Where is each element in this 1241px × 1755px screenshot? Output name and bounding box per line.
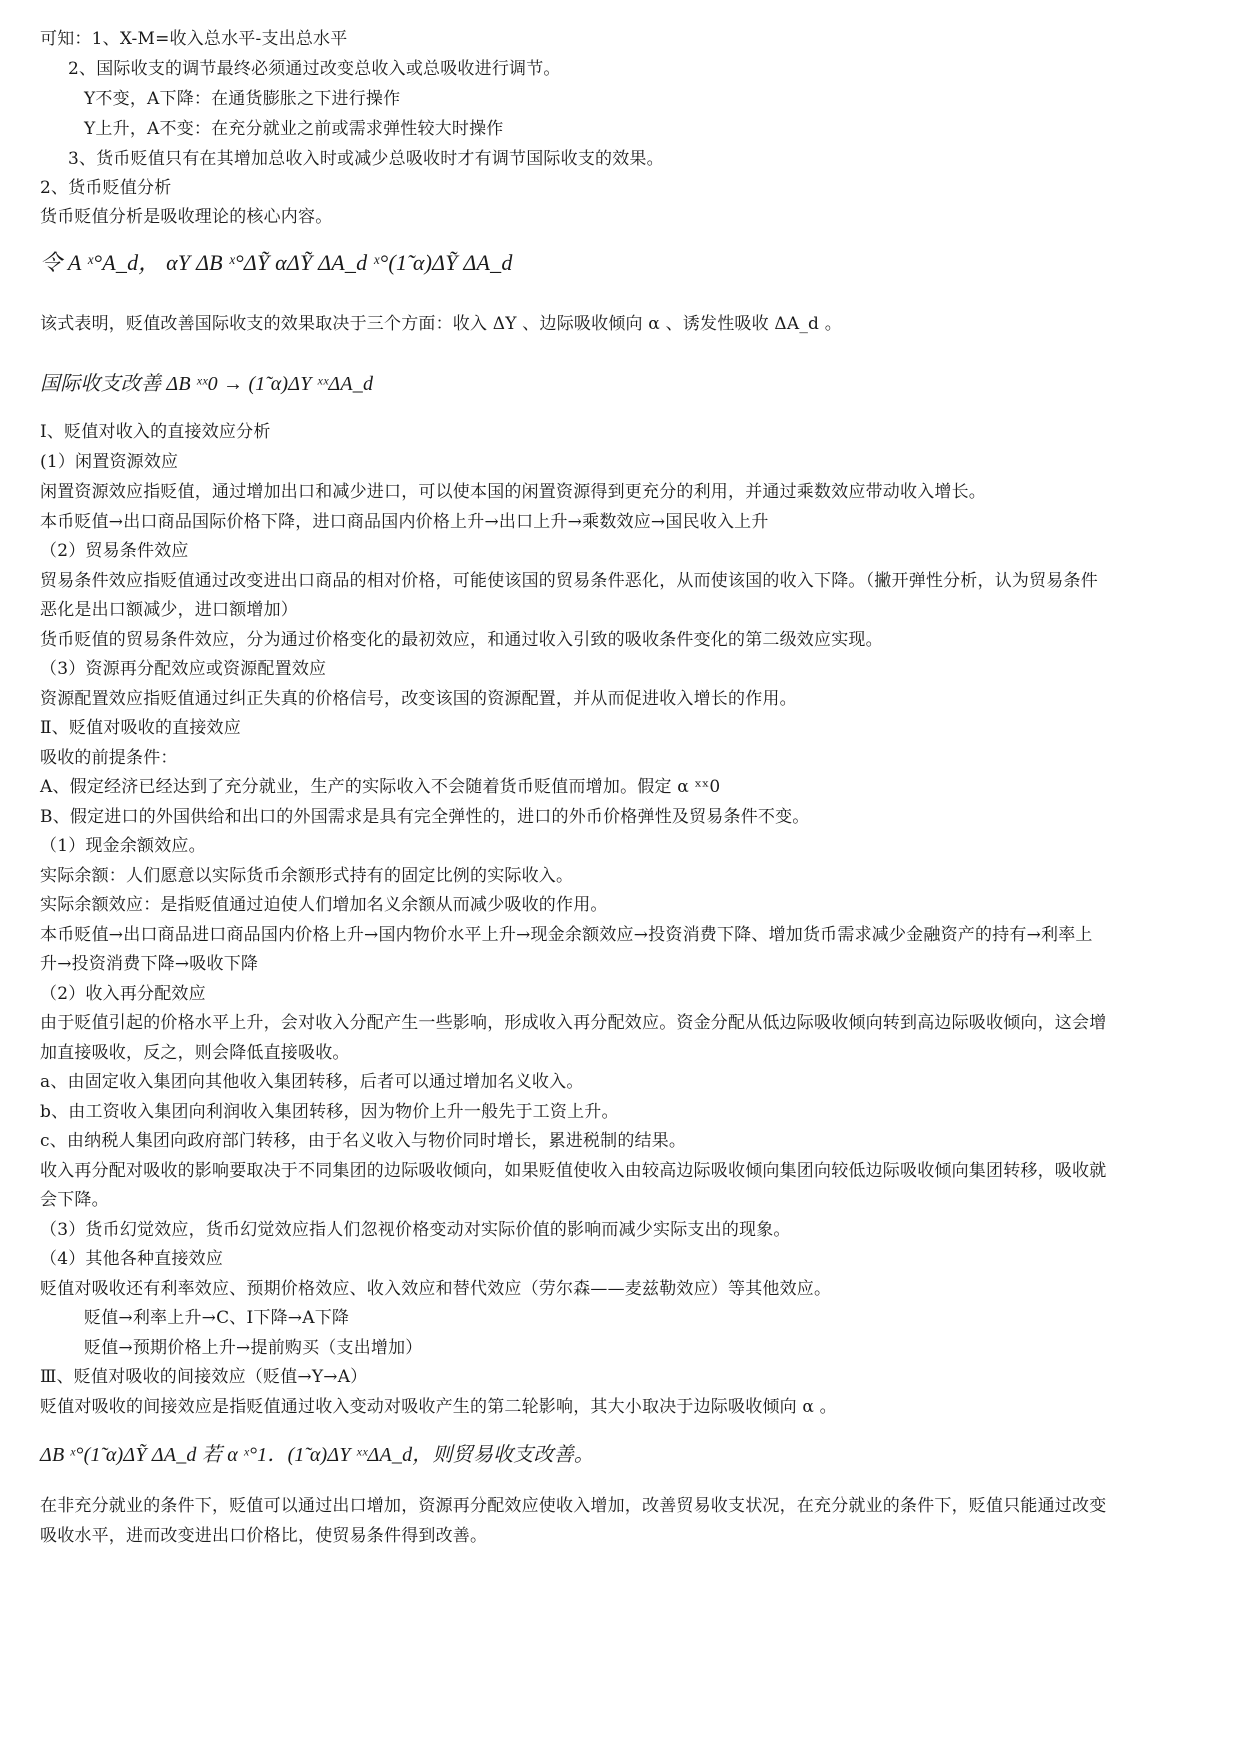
subheading: （2）收入再分配效应 — [40, 984, 206, 1004]
text-line: 实际余额效应：是指贬值通过迫使人们增加名义余额从而减少吸收的作用。 — [40, 895, 608, 915]
text-line: 贬值→利率上升→C、I下降→A下降 — [84, 1308, 350, 1328]
text-line: 贬值对吸收还有利率效应、预期价格效应、收入效应和替代效应（劳尔森——麦兹勒效应）等其他效应。 — [40, 1279, 832, 1299]
text-line: B、假定进口的外国供给和出口的外国需求是具有完全弹性的，进口的外币价格弹性及贸易条件不变。 — [40, 807, 810, 827]
subheading: （2）贸易条件效应 — [40, 541, 189, 561]
section-heading: Ⅲ、贬值对吸收的间接效应（贬值→Y→A） — [40, 1367, 368, 1387]
formula-line: ΔB ˣ°(1̃ α)ΔỸ ΔA_d 若 α ˣ°1．(1̃ α)ΔY ˣˣΔA_d，则贸易收支改善。 — [40, 1444, 595, 1466]
text-line: A、假定经济已经达到了充分就业，生产的实际收入不会随着货币贬值而增加。假定 α ˣˣ0 — [40, 777, 721, 797]
text-line: 由于贬值引起的价格水平上升，会对收入分配产生一些影响，形成收入再分配效应。资金分配从低边际吸收倾向转到高边际吸收倾向，这会增 — [40, 1013, 1107, 1033]
text-line: 贬值对吸收的间接效应是指贬值通过收入变动对吸收产生的第二轮影响，其大小取决于边际吸收倾向 α 。 — [40, 1397, 837, 1417]
list-item: b、由工资收入集团向利润收入集团转移，因为物价上升一般先于工资上升。 — [40, 1102, 619, 1122]
section-heading: 2、货币贬值分析 — [40, 178, 172, 198]
text-line: 贸易条件效应指贬值通过改变进出口商品的相对价格，可能使该国的贸易条件恶化，从而使该国的收入下降。（撇开弹性分析，认为贸易条件 — [40, 571, 1098, 591]
subheading: （3）资源再分配效应或资源配置效应 — [40, 659, 327, 679]
text-line: 资源配置效应指贬值通过纠正失真的价格信号，改变该国的资源配置，并从而促进收入增长的作用。 — [40, 689, 797, 709]
text-line: 加直接吸收，反之，则会降低直接吸收。 — [40, 1043, 350, 1063]
text-line: 会下降。 — [40, 1190, 109, 1210]
text-line: 吸收的前提条件： — [40, 748, 178, 768]
text-line: 3、货币贬值只有在其增加总收入时或减少总吸收时才有调节国际收支的效果。 — [68, 149, 664, 169]
list-item: a、由固定收入集团向其他收入集团转移，后者可以通过增加名义收入。 — [40, 1072, 584, 1092]
subheading: (1）闲置资源效应 — [40, 452, 179, 472]
text-line: 升→投资消费下降→吸收下降 — [40, 954, 259, 974]
subheading: （1）现金余额效应。 — [40, 836, 206, 856]
list-item: c、由纳税人集团向政府部门转移，由于名义收入与物价同时增长，累进税制的结果。 — [40, 1131, 687, 1151]
section-heading: Ⅰ、贬值对收入的直接效应分析 — [40, 422, 271, 442]
text-line: 货币贬值的贸易条件效应，分为通过价格变化的最初效应，和通过收入引致的吸收条件变化的第二级效应实现。 — [40, 630, 883, 650]
text-line: 吸收水平，进而改变进出口价格比，使贸易条件得到改善。 — [40, 1526, 488, 1546]
text-line: 本币贬值→出口商品进口商品国内价格上升→国内物价水平上升→现金余额效应→投资消费下降、增加货币需求减少金融资产的持有→利率上 — [40, 925, 1093, 945]
text-line: 实际余额：人们愿意以实际货币余额形式持有的固定比例的实际收入。 — [40, 866, 574, 886]
section-heading: Ⅱ、贬值对吸收的直接效应 — [40, 718, 241, 738]
text-line: Y上升，A不变：在充分就业之前或需求弹性较大时操作 — [84, 119, 504, 139]
text-line: 收入再分配对吸收的影响要取决于不同集团的边际吸收倾向，如果贬值使收入由较高边际吸收倾向集团向较低边际吸收倾向集团转移，吸收就 — [40, 1161, 1107, 1181]
text-line: 该式表明，贬值改善国际收支的效果取决于三个方面：收入 ΔY 、边际吸收倾向 α 、诱发性吸收 ΔA_d 。 — [40, 314, 842, 334]
text-line: Y不变，A下降：在通货膨胀之下进行操作 — [84, 89, 401, 109]
subheading: （4）其他各种直接效应 — [40, 1249, 224, 1269]
subheading: （3）货币幻觉效应，货币幻觉效应指人们忽视价格变动对实际价值的影响而减少实际支出的现象。 — [40, 1220, 791, 1240]
formula-line: 国际收支改善 ΔB ˣˣ0 → (1̃ α)ΔY ˣˣΔA_d — [40, 373, 374, 395]
text-line: 贬值→预期价格上升→提前购买（支出增加） — [84, 1338, 423, 1358]
formula-line: 令 A ˣ°A_d， αY ΔB ˣ°ΔỸ αΔỸ ΔA_d ˣ°(1̃ α)ΔỸ ΔA_d — [40, 250, 513, 275]
text-line: 恶化是出口额减少，进口额增加） — [40, 600, 298, 620]
text-line: 2、国际收支的调节最终必须通过改变总收入或总吸收进行调节。 — [68, 59, 561, 79]
text-line: 可知：1、X-M=收入总水平-支出总水平 — [40, 29, 348, 49]
text-line: 闲置资源效应指贬值，通过增加出口和减少进口，可以使本国的闲置资源得到更充分的利用，并通过乘数效应带动收入增长。 — [40, 482, 986, 502]
text-line: 货币贬值分析是吸收理论的核心内容。 — [40, 207, 333, 227]
text-line: 本币贬值→出口商品国际价格下降，进口商品国内价格上升→出口上升→乘数效应→国民收入上升 — [40, 512, 769, 532]
text-line: 在非充分就业的条件下，贬值可以通过出口增加，资源再分配效应使收入增加，改善贸易收支状况，在充分就业的条件下，贬值只能通过改变 — [40, 1496, 1107, 1516]
